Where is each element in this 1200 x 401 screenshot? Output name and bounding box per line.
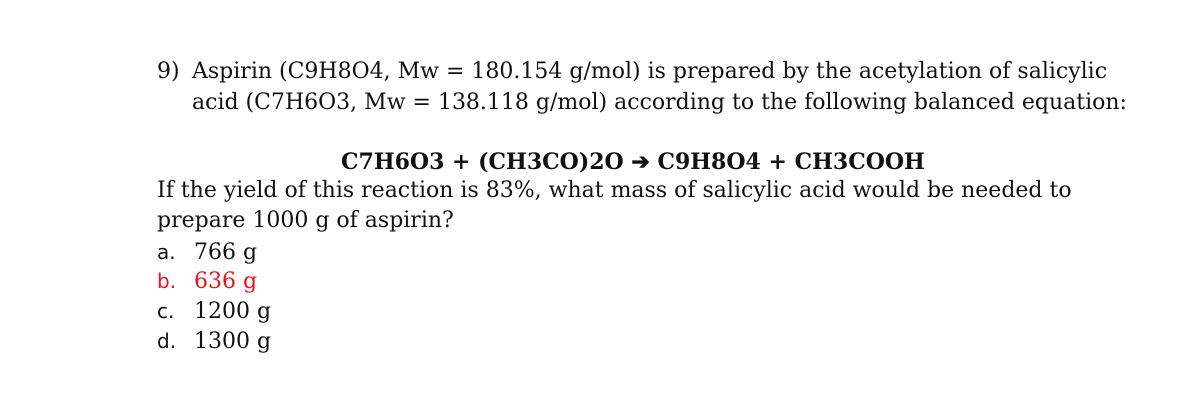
answer-option-b [157, 266, 257, 297]
option-text: 1200 g [194, 299, 272, 324]
answer-option-c [157, 296, 271, 327]
answer-option-a [157, 237, 257, 268]
answer-option-d [157, 326, 271, 357]
question-text-line-3: If the yield of this reaction is 83%, what mass of salicylic acid would be needed to [157, 178, 1072, 203]
option-letter: a. [157, 240, 176, 264]
question-text-line-4: prepare 1000 g of aspirin? [157, 208, 454, 233]
option-letter: c. [157, 299, 175, 323]
question-text-line-1: Aspirin (C9H8O4, Mw = 180.154 g/mol) is prepared by the acetylation of salicylic [192, 59, 1108, 84]
option-letter: b. [157, 269, 177, 293]
option-text: 766 g [194, 240, 258, 265]
option-text: 636 g [194, 269, 258, 294]
option-letter: d. [157, 329, 177, 353]
question-number: 9) [157, 59, 180, 84]
question-text-line-2: acid (C7H6O3, Mw = 138.118 g/mol) according to the following balanced equation: [192, 90, 1127, 115]
balanced-equation: C7H6O3 + (CH3CO)2O ➔ C9H8O4 + CH3COOH [341, 149, 925, 175]
option-text: 1300 g [194, 329, 272, 354]
